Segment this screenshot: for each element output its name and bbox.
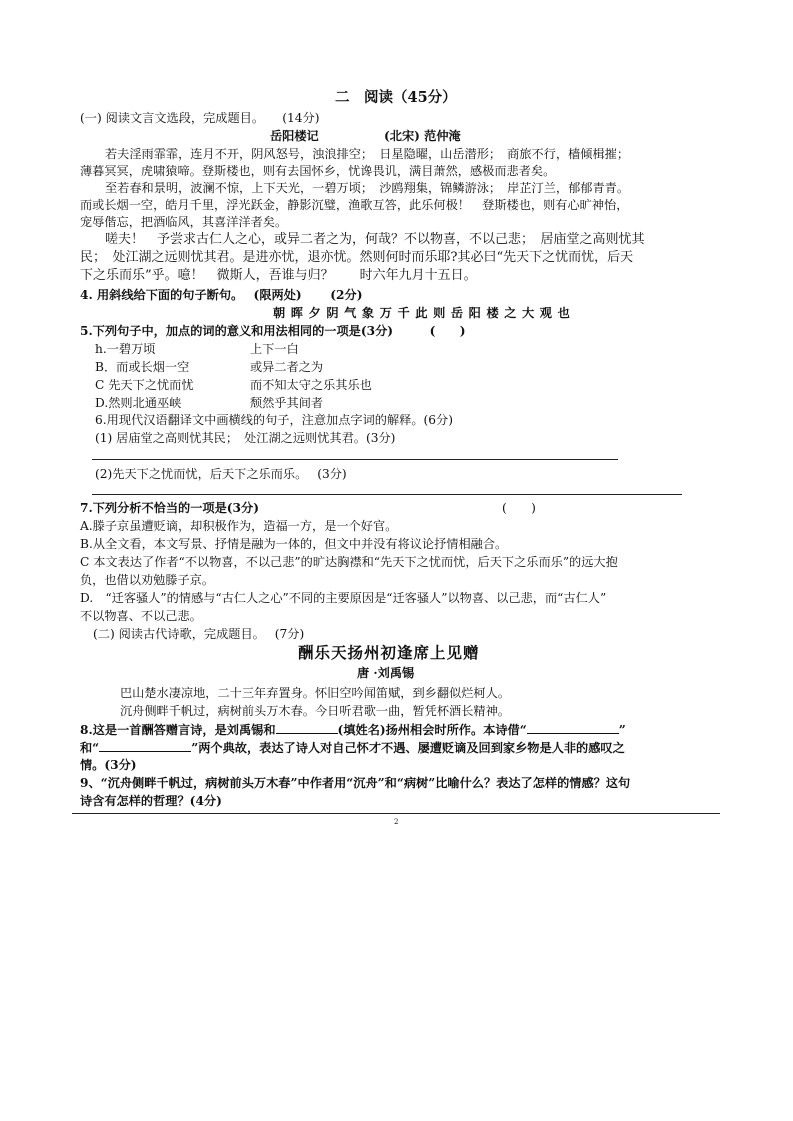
question-8-text: ”两个典故，表达了诗人对自己怀才不遇、屡遭贬谪及回到家乡物是人非的感叹之 bbox=[191, 741, 625, 755]
answer-line[interactable] bbox=[92, 494, 682, 495]
allusion-blank[interactable] bbox=[99, 739, 191, 752]
q5-option-right: 或异二者之为 bbox=[250, 360, 324, 374]
part2-instruction: (二) 阅读古代诗歌，完成题目。 (7分) bbox=[93, 627, 305, 641]
passage-line: 下之乐而乐”乎。噫！ 微斯人，吾谁与归？ 时六年九月十五日。 bbox=[80, 268, 477, 283]
part1-instruction: (一) 阅读文言文选段，完成题目。 (14分) bbox=[80, 111, 320, 125]
q7-option: A.滕子京虽遭贬谪，却积极作为，造福一方，是一个好官。 bbox=[80, 519, 398, 533]
q4-sentence: 朝晖夕阴气象万千此则岳阳楼之大观也 bbox=[273, 306, 576, 320]
passage-line: 民； 处江湖之远则忧其君。是进亦忧，退亦忧。然则何时而乐耶?其必曰“先天下之忧而忧，后天 bbox=[80, 250, 634, 265]
q5-option-right: 上下一白 bbox=[250, 342, 299, 356]
q5-option-right: 颓然乎其间者 bbox=[250, 396, 324, 410]
question-5: 5.下列句子中，加点的词的意义和用法相同的一项是(3分) ( ) bbox=[80, 324, 466, 338]
question-8-text: (填姓名)扬州相会时所作。本诗借“ bbox=[337, 723, 527, 737]
question-9: 9、“沉舟侧畔千帆过，病树前头万木春”中作者用“沉舟”和“病树”比喻什么？表达了怎样的情感？这句 bbox=[80, 776, 631, 790]
question-6-1: (1) 居庙堂之高则忧其民； 处江湖之远则忧其君。(3分) bbox=[95, 431, 396, 445]
text-title: 岳阳楼记 bbox=[270, 129, 319, 143]
question-7: 7.下列分析不恰当的一项是(3分) bbox=[80, 501, 259, 515]
question-4: 4. 用斜线给下面的句子断句。 (限两处) (2分) bbox=[80, 288, 363, 302]
question-6: 6.用现代汉语翻译文中画横线的句子，注意加点字词的解释。(6分) bbox=[95, 413, 453, 427]
passage-line: 嗟夫！ 予尝求古仁人之心，或异二者之为，何哉？不以物喜，不以己悲； 居庙堂之高则忧其 bbox=[105, 232, 645, 247]
question-8: 8.这是一首酬答赠言诗，是刘禹锡和 bbox=[80, 723, 276, 737]
page-number: 2 bbox=[394, 818, 399, 826]
question-9: 诗含有怎样的哲理？(4分) bbox=[80, 794, 222, 808]
poem-author: 唐 ·刘禹锡 bbox=[357, 666, 415, 680]
poem-line: 巴山楚水凄凉地，二十三年弃置身。怀旧空吟闻笛赋，到乡翻似烂柯人。 bbox=[120, 686, 510, 700]
passage-line: 至若春和景明，波澜不惊，上下天光，一碧万顷； 沙鸥翔集，锦鳞游泳； 岸芷汀兰，郁郁青青。 bbox=[105, 181, 630, 195]
question-6-2: (2)先天下之忧而忧，后天下之乐而乐。 (3分) bbox=[95, 467, 347, 481]
section-heading: 二 阅读（45分） bbox=[335, 89, 457, 106]
q7-option: 负，也借以劝勉滕子京。 bbox=[80, 573, 215, 587]
q5-option-left: h.一碧万顷 bbox=[95, 342, 156, 356]
footer-rule bbox=[72, 813, 720, 814]
q7-option: B.从全文看，本文写景、抒情是融为一体的，但文中并没有将议论抒情相融合。 bbox=[80, 537, 508, 551]
answer-line[interactable] bbox=[92, 459, 618, 460]
q7-option: D. “迁客骚人”的情感与“古仁人之心”不同的主要原因是“迁客骚人”以物喜、以己悲，而“古仁人” bbox=[80, 591, 607, 605]
passage-line: 而或长烟一空，皓月千里，浮光跃金，静影沉璧，渔歌互答，此乐何极！ 登斯楼也，则有心旷神怡， bbox=[80, 198, 629, 212]
answer-paren[interactable]: ( ) bbox=[502, 501, 536, 515]
text-author: (北宋) 范仲淹 bbox=[384, 129, 461, 143]
question-8-text: 情。(3分) bbox=[80, 758, 137, 772]
poem-title: 酬乐天扬州初逢席上见赠 bbox=[298, 643, 480, 662]
passage-line: 若夫淫雨霏霏，连月不开，阴风怒号，浊浪排空； 日星隐曜，山岳潜形； 商旅不行，樯倾楫摧； bbox=[105, 147, 630, 161]
q5-option-left: C 先天下之忧而忧 bbox=[95, 378, 194, 392]
question-8-text: ” bbox=[618, 723, 626, 737]
q7-option: 不以物喜、不以己悲。 bbox=[80, 609, 202, 623]
passage-line: 薄暮冥冥，虎啸猿啼。登斯楼也，则有去国怀乡，忧谗畏讥，满目萧然，感极而悲者矣。 bbox=[80, 164, 556, 178]
passage-line: 宠辱偕忘，把酒临风，其喜洋洋者矣。 bbox=[80, 215, 288, 229]
q5-option-left: D.然则北通巫峡 bbox=[95, 396, 182, 410]
poem-line: 沉舟侧畔千帆过，病树前头万木春。今日听君歌一曲，暂凭杯酒长精神。 bbox=[120, 704, 510, 718]
q5-option-left: B．而或长烟一空 bbox=[95, 360, 190, 374]
name-blank[interactable] bbox=[276, 721, 338, 734]
q7-option: C 本文表达了作者“不以物喜，不以己悲”的旷达胸襟和“先天下之忧而忧，后天下之乐而乐”的远大抱 bbox=[80, 555, 618, 569]
allusion-blank[interactable] bbox=[527, 721, 619, 734]
question-8-text: 和“ bbox=[80, 741, 100, 755]
q5-option-right: 而不知太守之乐其乐也 bbox=[250, 378, 372, 392]
